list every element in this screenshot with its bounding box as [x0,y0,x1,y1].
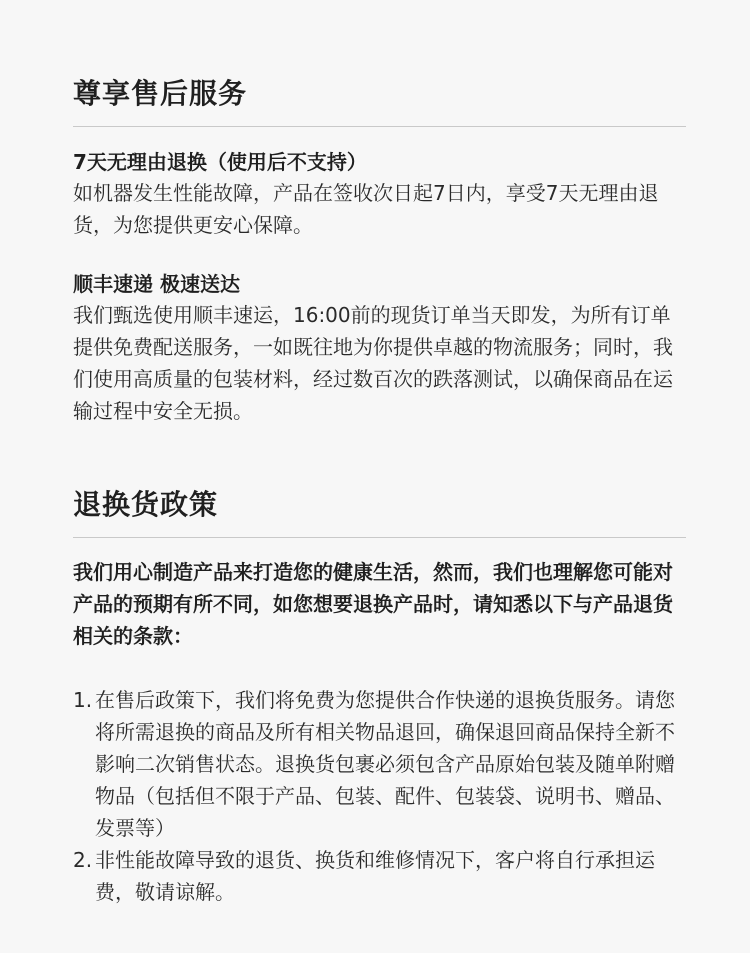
policy-list-item-1 [73,684,686,844]
service-section [73,0,686,427]
policy-section [73,487,686,908]
policy-list-item-2-text: 非性能故障导致的退货、换货和维修情况下，客户将自行承担运费，敬请谅解。 [95,848,655,904]
policy-list [73,684,686,908]
shipping-block-text: 我们甄选使用顺丰速运，16:00前的现货订单当天即发，为所有订单提供免费配送服务，一如既往地为你提供卓越的物流服务；同时，我们使用高质量的包装材料，经过数百次的跌落测试，以确保商品在运输过程中安全无损。 [73,303,673,423]
policy-intro: 我们用心制造产品来打造您的健康生活，然而，我们也理解您可能对产品的预期有所不同，如您想要退换产品时，请知悉以下与产品退货相关的条款： [73,560,673,648]
shipping-block [73,269,686,427]
policy-list-item-2 [73,844,686,908]
policy-list-item-1-number: 1. [73,688,93,712]
policy-list-item-1-text: 在售后政策下，我们将免费为您提供合作快递的退换货服务。请您将所需退换的商品及所有相关物品退回，确保退回商品保持全新不影响二次销售状态。退换货包裹必须包含产品原始包装及随单附赠物品（包括但不限于产品、包装、配件、包装袋、说明书、赠品、发票等） [95,688,675,840]
return-block-text: 如机器发生性能故障，产品在签收次日起7日内，享受7天无理由退货，为您提供更安心保障。 [73,181,659,237]
service-section-title: 尊享售后服务 [73,77,248,110]
return-block-title: 7天无理由退换（使用后不支持） [73,150,367,174]
return-block [73,147,686,241]
service-divider [73,126,686,127]
shipping-block-title: 顺丰速递 极速送达 [73,272,240,296]
policy-divider [73,537,686,538]
policy-section-title: 退换货政策 [73,488,219,521]
policy-list-item-2-number: 2. [73,848,93,872]
